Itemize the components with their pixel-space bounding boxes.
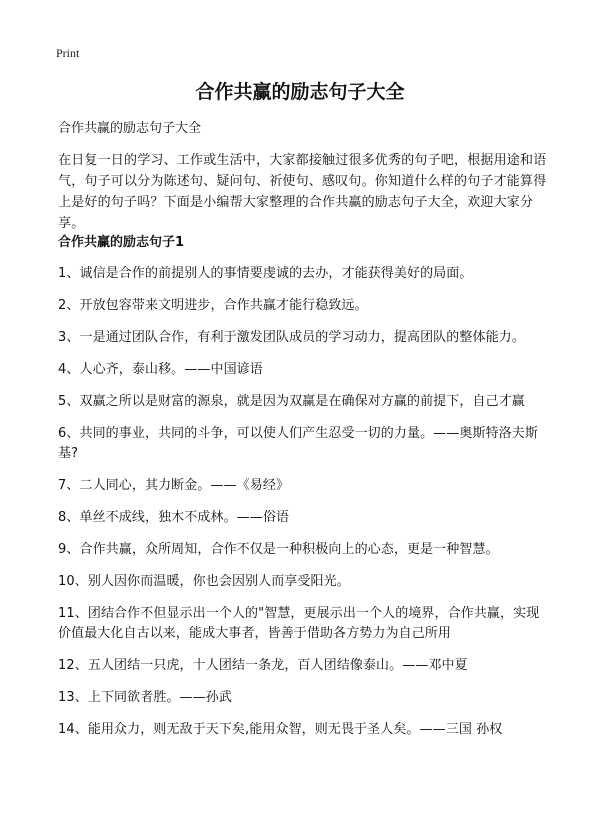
- quote-list: [58, 264, 550, 752]
- section-heading: 合作共赢的励志句子1: [58, 235, 185, 250]
- quote-item: 13、上下同欲者胜。——孙武: [58, 690, 232, 705]
- quote-item: 14、能用众力，则无敌于天下矣,能用众智，则无畏于圣人矣。——三国 孙权: [58, 722, 503, 737]
- quote-item: 6、共同的事业，共同的斗争，可以使人们产生忍受一切的力量。——奥斯特洛夫斯基?: [58, 426, 538, 461]
- quote-item: 12、五人团结一只虎，十人团结一条龙，百人团结像泰山。——邓中夏: [58, 658, 468, 673]
- quote-item: 9、合作共赢，众所周知，合作不仅是一种积极向上的心态，更是一种智慧。: [58, 542, 499, 557]
- quote-item: 10、别人因你而温暖，你也会因别人而享受阳光。: [58, 574, 350, 589]
- quote-item: 1、诚信是合作的前提别人的事情要虔诚的去办，才能获得美好的局面。: [58, 266, 473, 281]
- print-link[interactable]: Print: [56, 46, 80, 60]
- quote-item: 3、一是通过团队合作，有利于激发团队成员的学习动力，提高团队的整体能力。: [58, 330, 525, 345]
- page-title: 合作共赢的励志句子大全: [195, 81, 405, 103]
- quote-item: 5、双赢之所以是财富的源泉，就是因为双赢是在确保对方赢的前提下，自己才赢: [58, 394, 525, 409]
- quote-item: 11、团结合作不但显示出一个人的"智慧，更展示出一个人的境界，合作共赢，实现价值最大化自古以来，能成大事者，皆善于借助各方势力为自己所用: [58, 606, 540, 641]
- document-subtitle: 合作共赢的励志句子大全: [58, 121, 202, 136]
- quote-item: 7、二人同心，其力断金。——《易经》: [58, 478, 290, 493]
- quote-item: 4、人心齐，泰山移。——中国谚语: [58, 362, 263, 377]
- quote-item: 2、开放包容带来文明进步，合作共赢才能行稳致远。: [58, 298, 368, 313]
- intro-paragraph: 在日复一日的学习、工作或生活中，大家都接触过很多优秀的句子吧，根据用途和语气，句子可以分为陈述句、疑问句、祈使句、感叹句。你知道什么样的句子才能算得上是好的句子吗？下面是小编帮大家整理的合作共赢的励志句子大全，欢迎大家分享。: [58, 153, 547, 231]
- quote-item: 8、单丝不成线，独木不成林。——俗语: [58, 510, 290, 525]
